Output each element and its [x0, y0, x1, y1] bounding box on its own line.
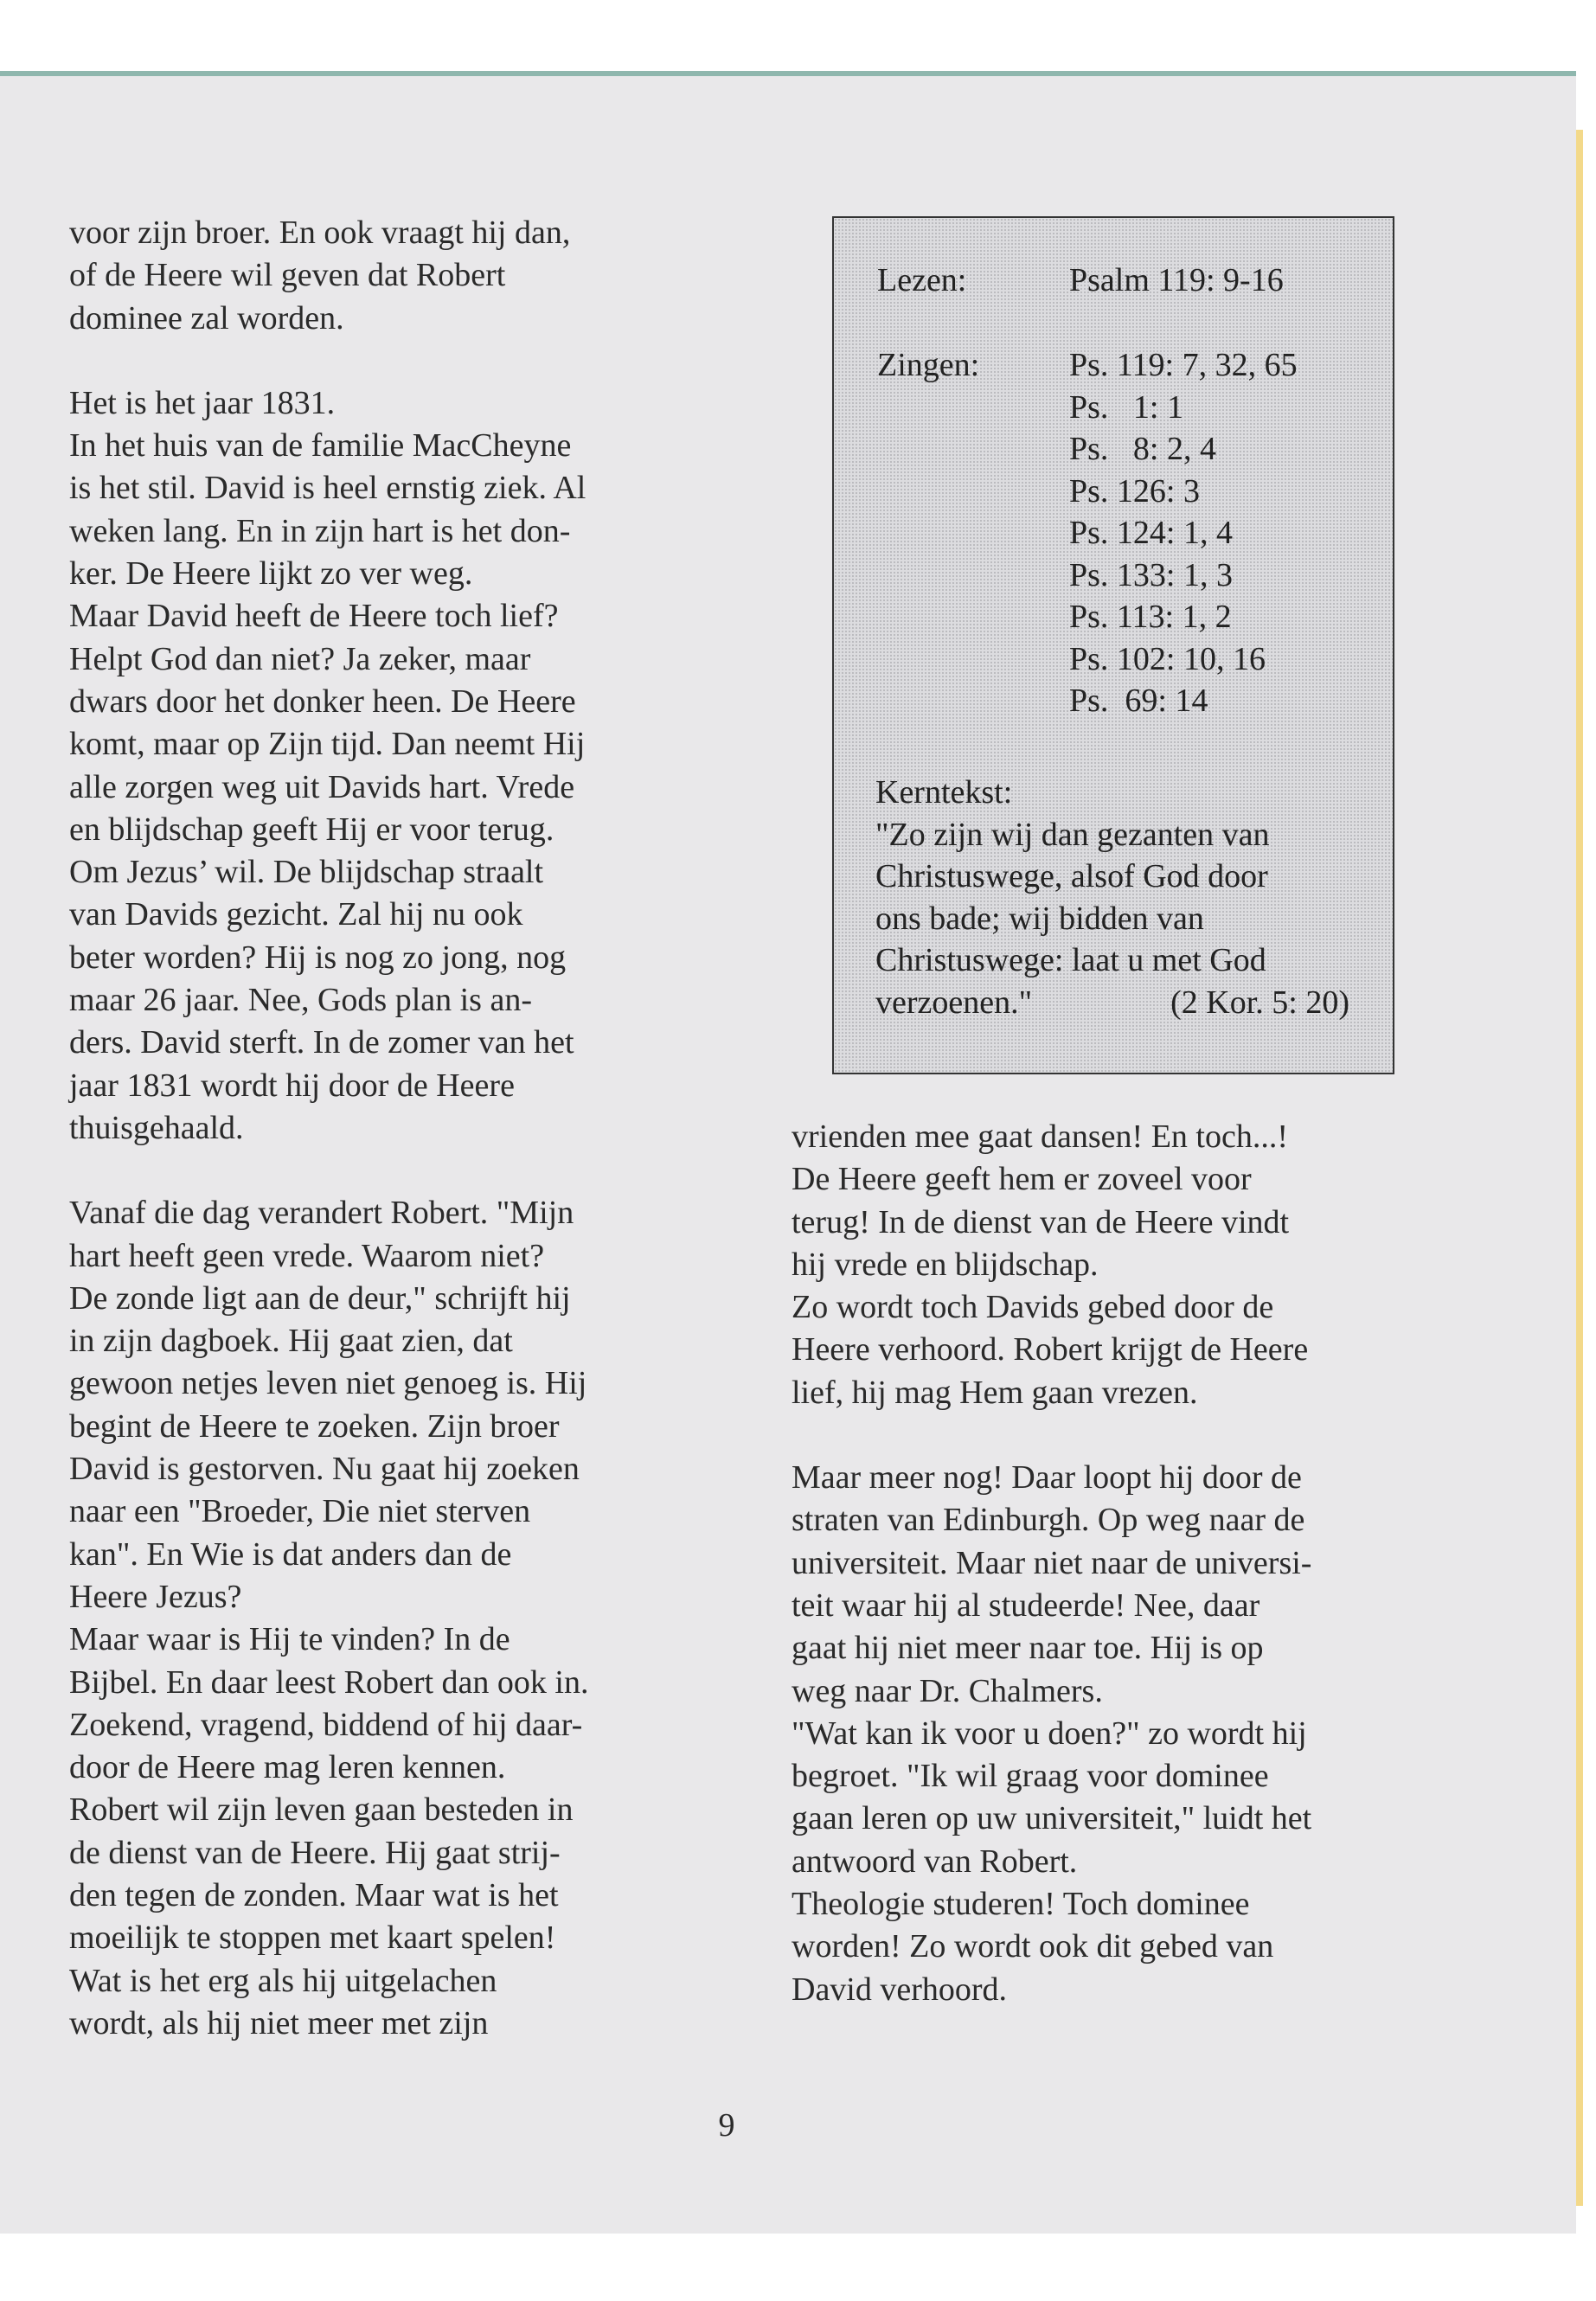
- psalm-item: Ps. 113: 1, 2: [1069, 599, 1232, 635]
- text-line: teit waar hij al studeerde! Nee, daar: [792, 1586, 1260, 1624]
- text-line: begroet. "Ik wil graag voor dominee: [792, 1758, 1269, 1795]
- kerntekst-ref: (2 Kor. 5: 20): [1170, 984, 1349, 1021]
- text-line: thuisgehaald.: [69, 1109, 244, 1146]
- lezen-value: Psalm 119: 9-16: [1069, 262, 1284, 298]
- psalm-item: Ps. 102: 10, 16: [1069, 640, 1266, 677]
- kerntekst-label: Kerntekst:: [875, 774, 1013, 811]
- kerntekst-lines: [875, 814, 1377, 982]
- lezen-label: Lezen:: [877, 262, 967, 298]
- text-line: Zo wordt toch Davids gebed door de: [792, 1289, 1274, 1326]
- text-line: Heere verhoord. Robert krijgt de Heere: [792, 1331, 1309, 1368]
- text-line: door de Heere mag leren kennen.: [69, 1749, 506, 1786]
- text-line: dwars door het donker heen. De Heere: [69, 683, 576, 720]
- text-line: Maar waar is Hij te vinden? In de: [69, 1621, 510, 1658]
- text-line: David is gestorven. Nu gaat hij zoeken: [69, 1451, 580, 1488]
- text-line: Robert wil zijn leven gaan besteden in: [69, 1791, 574, 1829]
- right-column: [792, 1116, 1393, 2011]
- text-line: Bijbel. En daar leest Robert dan ook in.: [69, 1663, 589, 1701]
- text-line: David verhoord.: [792, 1971, 1008, 2008]
- psalm-item: Ps. 126: 3: [1069, 472, 1200, 510]
- kerntekst-line: Christuswege: laat u met God: [875, 942, 1266, 978]
- text-line: De Heere geeft hem er zoveel voor: [792, 1161, 1252, 1198]
- text-line: kan". En Wie is dat anders dan de: [69, 1535, 512, 1573]
- text-line: Maar meer nog! Daar loopt hij door de: [792, 1459, 1302, 1497]
- paragraph-gap: [69, 340, 675, 382]
- zingen-label: Zingen:: [877, 347, 980, 383]
- paragraph-gap: [69, 1150, 675, 1192]
- psalm-item: Ps. 119: 7, 32, 65: [1069, 347, 1298, 383]
- text-line: universiteit. Maar niet naar de universi-: [792, 1544, 1312, 1581]
- kerntekst-line: Christuswege, alsof God door: [875, 858, 1268, 894]
- text-line: lief, hij mag Hem gaan vrezen.: [792, 1374, 1198, 1411]
- text-line: gewoon netjes leven niet genoeg is. Hij: [69, 1365, 587, 1402]
- text-line: maar 26 jaar. Nee, Gods plan is an-: [69, 982, 532, 1019]
- text-line: ker. De Heere lijkt zo ver weg.: [69, 555, 473, 593]
- kerntekst-line: "Zo zijn wij dan gezanten van: [875, 816, 1270, 853]
- page-number: 9: [718, 2107, 735, 2144]
- text-line: Zoekend, vragend, biddend of hij daar-: [69, 1706, 583, 1743]
- text-line: terug! In de dienst van de Heere vindt: [792, 1203, 1290, 1240]
- zingen-list: [1069, 344, 1298, 722]
- text-line: hij vrede en blijdschap.: [792, 1246, 1099, 1283]
- text-line: komt, maar op Zijn tijd. Dan neemt Hij: [69, 726, 586, 763]
- psalm-item: Ps. 1: 1: [1069, 388, 1183, 426]
- text-line: is het stil. David is heel ernstig ziek. Al: [69, 470, 586, 507]
- text-line: van Davids gezicht. Zal hij nu ook: [69, 896, 523, 933]
- text-line: Wat is het erg als hij uitgelachen: [69, 1962, 497, 1999]
- text-line: moeilijk te stoppen met kaart spelen!: [69, 1920, 556, 1957]
- text-line: ders. David sterft. In de zomer van het: [69, 1024, 574, 1061]
- kerntekst-block: [875, 772, 1377, 1023]
- text-line: "Wat kan ik voor u doen?" zo wordt hij: [792, 1715, 1307, 1752]
- text-line: Helpt God dan niet? Ja zeker, maar: [69, 640, 531, 677]
- text-line: weg naar Dr. Chalmers.: [792, 1672, 1103, 1709]
- text-line: Om Jezus’ wil. De blijdschap straalt: [69, 854, 544, 891]
- paragraph-gap: [792, 1414, 1393, 1457]
- text-line: In het huis van de familie MacCheyne: [69, 427, 572, 465]
- text-line: antwoord van Robert.: [792, 1843, 1078, 1880]
- text-line: Maar David heeft de Heere toch lief?: [69, 598, 559, 635]
- text-line: Heere Jezus?: [69, 1578, 242, 1615]
- text-line: dominee zal worden.: [69, 299, 344, 336]
- text-line: Vanaf die dag verandert Robert. "Mijn: [69, 1195, 574, 1232]
- kerntekst-last-line: [875, 982, 1349, 1024]
- text-line: jaar 1831 wordt hij door de Heere: [69, 1067, 515, 1104]
- psalm-item: Ps. 133: 1, 3: [1069, 556, 1233, 593]
- text-line: in zijn dagboek. Hij gaat zien, dat: [69, 1323, 513, 1360]
- text-line: de dienst van de Heere. Hij gaat strij-: [69, 1834, 561, 1871]
- text-line: alle zorgen weg uit Davids hart. Vrede: [69, 768, 575, 805]
- text-line: weken lang. En in zijn hart is het don-: [69, 512, 571, 549]
- kerntekst-line: ons bade; wij bidden van: [875, 900, 1204, 937]
- text-line: Het is het jaar 1831.: [69, 384, 336, 421]
- text-line: worden! Zo wordt ook dit gebed van: [792, 1928, 1274, 1965]
- page-edge: [1576, 130, 1583, 2206]
- psalm-item: Ps. 124: 1, 4: [1069, 515, 1233, 551]
- text-line: of de Heere wil geven dat Robert: [69, 257, 506, 294]
- text-line: wordt, als hij niet meer met zijn: [69, 2004, 489, 2041]
- text-line: vrienden mee gaat dansen! En toch...!: [792, 1118, 1288, 1155]
- text-line: naar een "Broeder, Die niet sterven: [69, 1493, 531, 1530]
- kerntekst-last: verzoenen.": [875, 984, 1033, 1021]
- text-line: den tegen de zonden. Maar wat is het: [69, 1876, 559, 1913]
- text-line: De zonde ligt aan de deur," schrijft hij: [69, 1279, 571, 1317]
- text-line: hart heeft geen vrede. Waarom niet?: [69, 1237, 545, 1274]
- text-line: straten van Edinburgh. Op weg naar de: [792, 1502, 1305, 1539]
- text-line: en blijdschap geeft Hij er voor terug.: [69, 811, 554, 848]
- reading-box: [832, 216, 1394, 1074]
- text-line: gaan leren op uw universiteit," luidt het: [792, 1800, 1312, 1837]
- left-column: [69, 212, 675, 2045]
- text-line: Theologie studeren! Toch dominee: [792, 1886, 1250, 1923]
- text-line: beter worden? Hij is nog zo jong, nog: [69, 939, 567, 976]
- psalm-item: Ps. 8: 2, 4: [1069, 431, 1216, 467]
- psalm-item: Ps. 69: 14: [1069, 683, 1208, 719]
- text-line: begint de Heere te zoeken. Zijn broer: [69, 1407, 560, 1445]
- text-line: voor zijn broer. En ook vraagt hij dan,: [69, 215, 571, 251]
- text-line: gaat hij niet meer naar toe. Hij is op: [792, 1630, 1264, 1667]
